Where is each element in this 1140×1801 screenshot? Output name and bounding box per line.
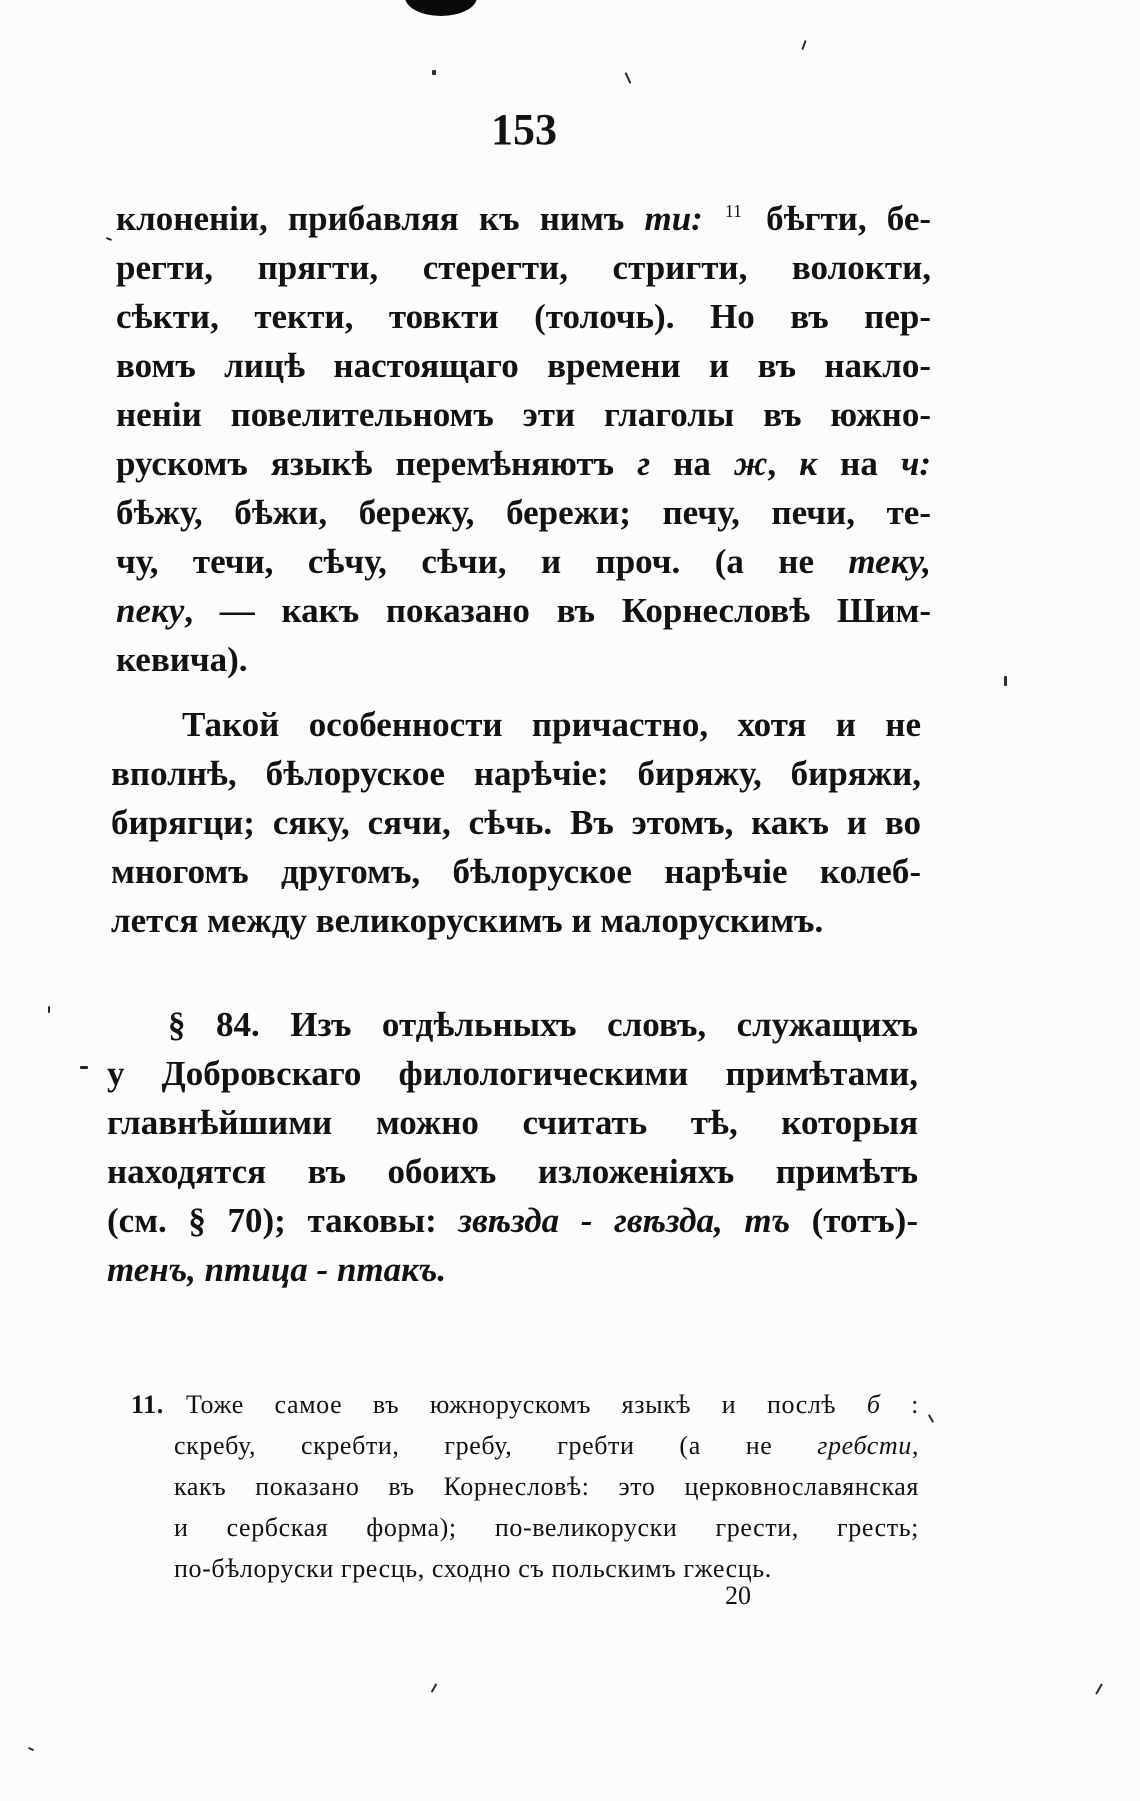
italic-text: ж	[734, 444, 768, 484]
text-segment: § 84. Изъ отдѣльныхъ словъ, служащихъ	[168, 1005, 918, 1044]
italic-text: теку,	[848, 542, 931, 582]
text-line	[111, 798, 921, 847]
text-segment: кевича).	[116, 640, 248, 680]
text-segment: (тотъ)-	[790, 1201, 918, 1240]
text-line	[107, 1196, 918, 1245]
text-line	[107, 1245, 918, 1294]
scan-speck	[801, 40, 806, 50]
italic-text: к	[799, 444, 818, 484]
footnote-marker: 11.	[131, 1390, 164, 1419]
text-segment: бирягци; сяку, сячи, сѣчь. Въ этомъ, какъ и во	[111, 803, 921, 842]
text-segment: (см. § 70); таковы:	[107, 1201, 459, 1240]
paragraph-section-84	[107, 1000, 918, 1294]
italic-text: пеку	[116, 591, 185, 631]
text-line	[111, 896, 921, 945]
text-segment: Тоже самое въ южнорускомъ языкѣ и послѣ	[186, 1390, 867, 1419]
text-line	[111, 847, 921, 896]
text-segment: клоненіи, прибавляя къ нимъ	[116, 199, 645, 239]
text-segment: по-бѣлоруски гресць, сходно съ польскимъ гжесць.	[174, 1554, 772, 1583]
text-line	[174, 1384, 919, 1425]
text-line	[116, 635, 931, 684]
text-line	[116, 586, 931, 635]
text-segment: какъ показано въ Корнесловѣ: это церковнославянская	[174, 1472, 919, 1501]
text-line	[116, 439, 931, 488]
text-segment: находятся въ обоихъ изложеніяхъ примѣтъ	[107, 1152, 918, 1191]
italic-text: ч:	[900, 444, 932, 484]
text-segment: :	[880, 1390, 919, 1419]
text-line	[107, 1049, 918, 1098]
text-line	[116, 292, 931, 341]
text-line	[116, 390, 931, 439]
text-segment: многомъ другомъ, бѣлоруское нарѣчіе колеб-	[111, 852, 921, 891]
text-segment: чу, течи, сѣчу, сѣчи, и проч. (а не	[116, 542, 849, 582]
text-segment: рускомъ языкѣ перемѣняютъ	[116, 444, 638, 484]
text-segment: вполнѣ, бѣлоруское нарѣчіе: биряжу, биряжи,	[111, 754, 921, 793]
text-segment: главнѣйшими можно считать тѣ, которыя	[107, 1103, 918, 1142]
text-segment: на	[817, 444, 901, 484]
text-line	[174, 1507, 919, 1548]
italic-text: ти:	[644, 199, 724, 239]
text-segment: регти, прягти, стерегти, стригти, волокти,	[116, 248, 931, 288]
scan-speck	[48, 1006, 50, 1013]
text-segment: бѣжу, бѣжи, бережу, бережи; печу, печи, те-	[116, 493, 931, 533]
scan-speck	[28, 1747, 34, 1751]
scan-speck	[106, 237, 112, 241]
text-line	[174, 1425, 919, 1466]
paragraph-2	[111, 700, 921, 945]
text-segment: ,	[767, 444, 800, 484]
text-segment: на	[650, 444, 735, 484]
scan-speck	[80, 1066, 88, 1069]
italic-text: гребсти	[817, 1431, 912, 1460]
text-line	[174, 1466, 919, 1507]
page-number: 153	[491, 105, 557, 154]
text-segment: вомъ лицѣ настоящаго времени и въ накло-	[116, 346, 931, 386]
paragraph-1	[116, 187, 931, 684]
scan-speck	[1095, 1683, 1103, 1694]
text-line	[116, 488, 931, 537]
scan-ink-blot	[405, 0, 477, 16]
text-segment: сѣкти, текти, товкти (толочь). Но въ пер-	[116, 297, 931, 337]
text-segment: скребу, скребти, гребу, гребти (а не	[174, 1431, 818, 1460]
footnote	[131, 1384, 919, 1589]
text-segment: бѣгти, бе-	[745, 199, 932, 239]
text-segment: неніи повелительномъ эти глаголы въ южно-	[116, 395, 931, 435]
text-segment: ,	[911, 1431, 919, 1460]
italic-text: г	[637, 444, 651, 484]
text-line	[116, 243, 931, 292]
scan-speck	[625, 72, 632, 84]
text-line	[107, 1147, 918, 1196]
scan-speck	[431, 1683, 438, 1693]
text-line	[116, 341, 931, 390]
italic-text: звѣзда - гвѣзда, тъ	[458, 1201, 791, 1240]
text-line	[107, 1098, 918, 1147]
scan-speck	[1004, 676, 1007, 686]
text-line	[111, 749, 921, 798]
italic-text: б	[866, 1390, 881, 1419]
text-segment: , — какъ показано въ Корнесловѣ Шим-	[184, 591, 931, 631]
signature-mark: 20	[725, 1581, 751, 1610]
footnote-reference: 11	[725, 201, 742, 221]
italic-text: тенъ, птица - птакъ.	[107, 1250, 447, 1289]
scan-speck	[928, 1414, 934, 1423]
text-segment: лется между великорускимъ и малорускимъ.	[111, 901, 824, 940]
text-line	[116, 537, 931, 586]
text-line	[111, 700, 921, 749]
text-segment: и сербская форма); по-великоруски грести, гресть;	[174, 1513, 919, 1542]
footnote-text	[174, 1384, 919, 1589]
scan-speck	[432, 70, 436, 75]
text-segment: Такой особенности причастно, хотя и не	[182, 705, 921, 744]
text-line	[107, 1000, 918, 1049]
text-line	[116, 187, 931, 243]
text-line	[174, 1548, 919, 1589]
text-segment: у Добровскаго филологическими примѣтами,	[107, 1054, 918, 1093]
